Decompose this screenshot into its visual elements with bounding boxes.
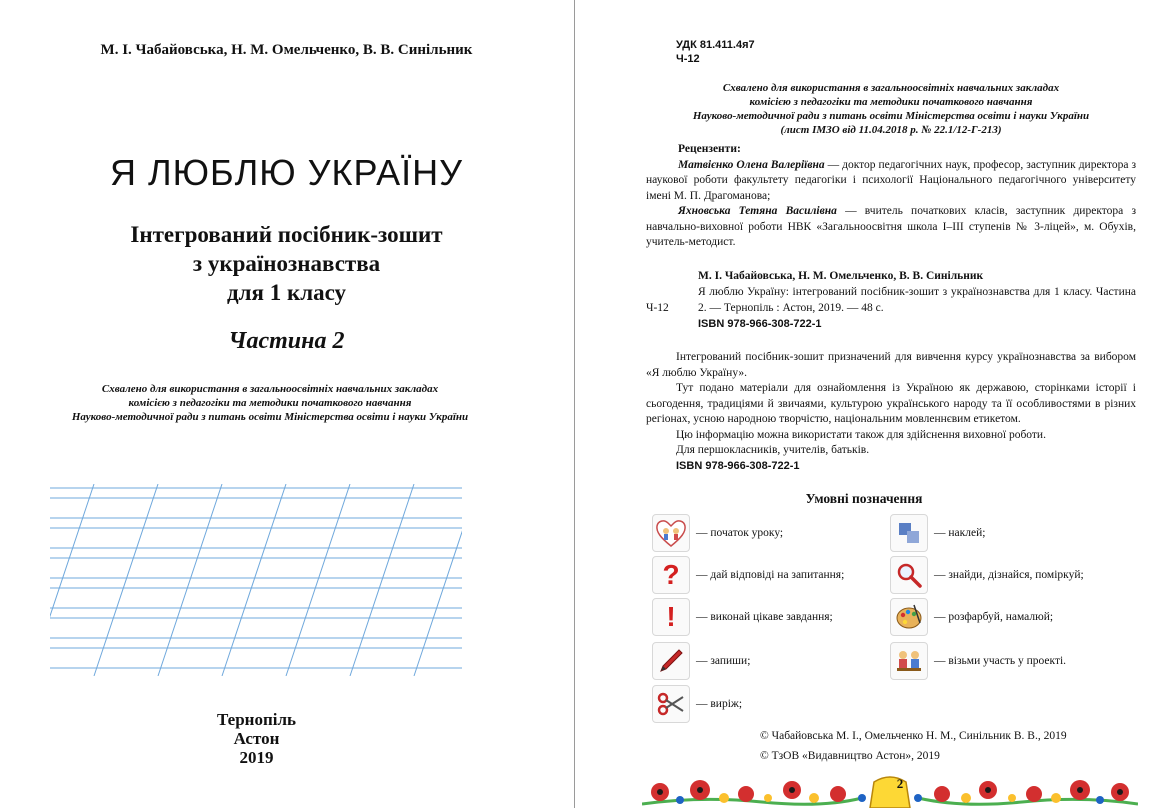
- cover-authors: М. І. Чабайовська, Н. М. Омельченко, В. В. Синільник: [100, 42, 473, 58]
- reviewer-1: [646, 158, 1136, 205]
- legend-item: [652, 685, 742, 723]
- legend-label: — виріж;: [696, 698, 743, 710]
- legend-item: [890, 514, 985, 552]
- pen-icon: [652, 642, 690, 680]
- biblio-authors: М. І. Чабайовська, Н. М. Омельченко, В. В. Синільник: [698, 270, 984, 282]
- reviewers-header: Рецензенти:: [678, 143, 741, 155]
- sticker-icon: [890, 514, 928, 552]
- annotation-paragraph: Цю інформацію можна використати також для здійснення виховної роботи.: [676, 428, 1046, 441]
- legend-item: [652, 642, 750, 680]
- subtitle-line: Інтегрований посібник-зошит: [130, 222, 443, 247]
- approval-line: Схвалено для використання в загальноосвітніх навчальних закладах: [101, 383, 439, 395]
- legend-item: [890, 598, 1053, 636]
- imprint-approval: [656, 81, 1126, 137]
- cover-approval: [20, 382, 520, 424]
- reviewer-2-text: — вчитель початкових класів, заступник директора з навчально-виховної роботи НВК «Загальноосвітня школа І–ІІІ ступенів № 3-ліцей», м. Обухів, учитель-методист.: [646, 205, 1136, 248]
- approval-line: Науково-методичної ради з питань освіти Міністерства освіти і науки України: [692, 110, 1090, 122]
- subtitle-line: для 1 класу: [226, 280, 347, 305]
- annotation-isbn: ISBN 978-966-308-722-1: [676, 459, 800, 472]
- reviewers-block: [646, 142, 1136, 251]
- legend-item: [652, 514, 783, 552]
- legend-label: — візьми участь у проекті.: [934, 655, 1067, 667]
- biblio-row: [646, 284, 1136, 316]
- legend-title: Умовні позначення: [805, 491, 923, 506]
- children-heart-icon: [652, 514, 690, 552]
- book-part: Частина 2: [228, 328, 345, 354]
- legend-label: — знайди, дізнайся, поміркуй;: [934, 569, 1084, 581]
- copyright-publisher: © ТзОВ «Видавництво Астон», 2019: [760, 750, 940, 762]
- imprint-city: Тернопіль: [216, 710, 297, 729]
- reviewer-2-name: Яхновська Тетяна Василівна: [678, 205, 837, 217]
- question-mark-icon: ?: [652, 556, 690, 594]
- biblio-code: Ч-12: [646, 302, 669, 314]
- legend-label: — виконай цікаве завдання;: [696, 611, 833, 623]
- copyright-block: [760, 726, 1067, 766]
- udk-block: [676, 38, 755, 66]
- handwriting-grid: [50, 484, 462, 676]
- legend-item: [890, 642, 1066, 680]
- kids-project-icon: [890, 642, 928, 680]
- right-page: [576, 0, 1152, 808]
- annotation-paragraph: Тут подано матеріали для ознайомлення із Україною як державою, сторінками історії і сьогодення, традиціями й звичаями, культурою українського народу та її особливостями в різних регіонах, усною народною творчістю, національним мовленнєвим етикетом.: [646, 382, 1136, 425]
- page-divider: [574, 0, 575, 808]
- biblio-isbn: ISBN 978-966-308-722-1: [698, 318, 822, 330]
- approval-line: комісією з педагогіки та методики початкового навчання: [749, 96, 1033, 108]
- udk-code: УДК 81.411.4я7: [676, 39, 755, 51]
- legend-label: — розфарбуй, намалюй;: [934, 611, 1054, 623]
- approval-line: Схвалено для використання в загальноосвітніх навчальних закладах: [722, 82, 1060, 94]
- cover-imprint: [0, 710, 513, 767]
- legend-item: [652, 556, 844, 594]
- approval-line: Науково-методичної ради з питань освіти Міністерства освіти і науки України: [71, 411, 469, 423]
- imprint-publisher: Астон: [233, 729, 280, 748]
- imprint-year: 2019: [239, 748, 274, 767]
- bibliographic-record: [646, 268, 1136, 332]
- magnifier-icon: [890, 556, 928, 594]
- annotation-block: [646, 350, 1136, 474]
- approval-line: комісією з педагогіки та методики початкового навчання: [128, 397, 412, 409]
- approval-line: (лист ІМЗО від 11.04.2018 р. № 22.1/12-Г-213): [780, 124, 1002, 136]
- biblio-description: Я люблю Україну: інтегрований посібник-зошит з українознавства для 1 класу. Частина 2. — Тернопіль : Астон, 2019. — 48 с.: [698, 286, 1136, 314]
- bbk-code: Ч-12: [676, 53, 700, 65]
- copyright-authors: © Чабайовська М. І., Омельченко Н. М., Синільник В. В., 2019: [760, 730, 1067, 742]
- legend-label: — дай відповіді на запитання;: [696, 569, 845, 581]
- reviewer-1-name: Матвієнко Олена Валеріївна: [678, 158, 825, 171]
- reviewer-1-text: — доктор педагогічних наук, професор, заступник директора з наукової роботи факультету педагогіки і психології Національного педагогічного університету імені М. П. Драгоманова;: [646, 158, 1136, 202]
- reviewer-2: [646, 204, 1136, 251]
- page-number: 2: [896, 776, 904, 791]
- subtitle-line: з українознавства: [192, 251, 381, 276]
- book-title: Я ЛЮБЛЮ УКРАЇНУ: [110, 152, 463, 193]
- legend-item: [890, 556, 1084, 594]
- annotation-paragraph: Інтегрований посібник-зошит призначений для вивчення курсу українознавства за вибором «Я люблю Україну».: [646, 351, 1136, 379]
- legend-label: — початок уроку;: [696, 527, 784, 539]
- annotation-paragraph: Для першокласників, учителів, батьків.: [676, 444, 870, 456]
- exclamation-mark-icon: !: [652, 598, 690, 636]
- book-subtitle: [0, 220, 573, 307]
- legend-label: — запиши;: [696, 655, 751, 667]
- legend-item: [652, 598, 833, 636]
- legend-label: — наклей;: [934, 527, 986, 539]
- scissors-icon: [652, 685, 690, 723]
- palette-icon: [890, 598, 928, 636]
- left-page: [0, 0, 573, 808]
